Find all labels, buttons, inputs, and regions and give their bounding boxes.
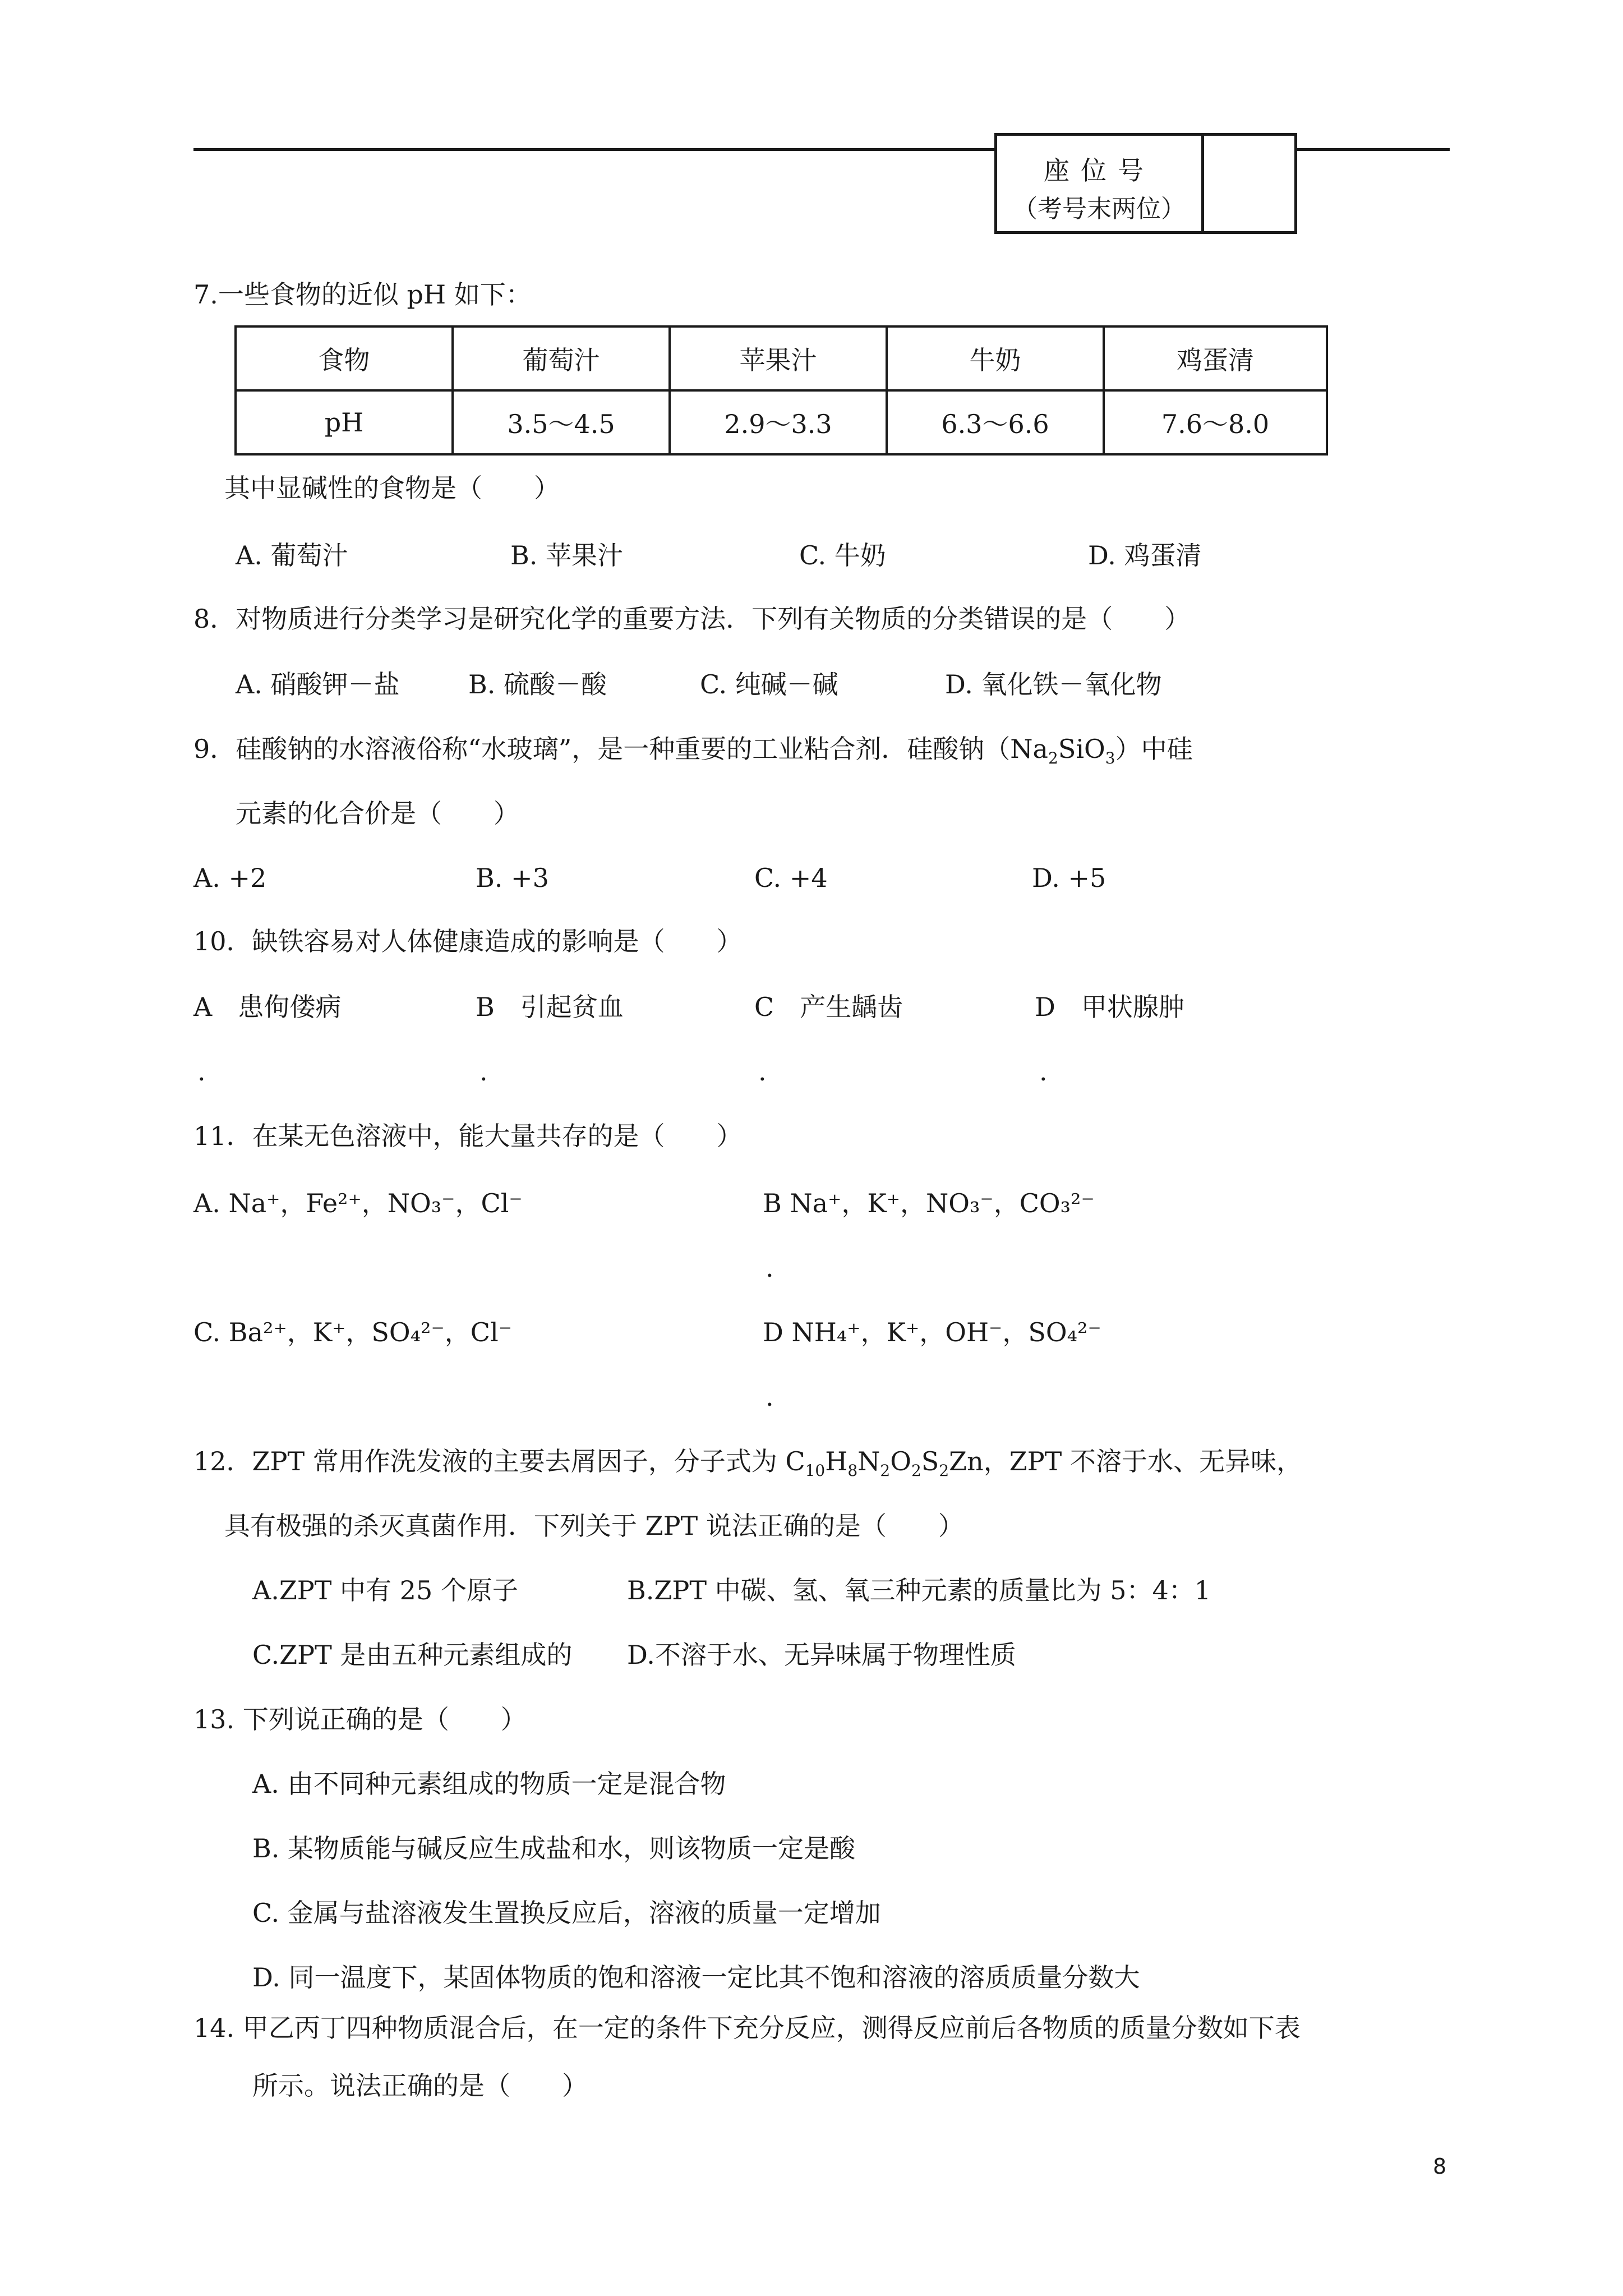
- q7-question: 其中显碱性的食物是（ ）: [224, 473, 560, 503]
- q8-stem: 8．对物质进行分类学习是研究化学的重要方法．下列有关物质的分类错误的是（ ）: [193, 604, 1191, 634]
- ph-table-cell: 食物: [236, 326, 453, 390]
- q10-option-a: A 患佝偻病: [193, 992, 342, 1022]
- q14-stem-line2: 所示。说法正确的是（ ）: [252, 2070, 588, 2101]
- q12-formula-element: H: [825, 1446, 848, 1476]
- page-number: 8: [1433, 2154, 1447, 2179]
- seat-number-note: （考号末两位）: [1013, 195, 1186, 223]
- q10-option-c: C 产生龋齿: [754, 992, 903, 1022]
- q8-option-b: B. 硫酸－酸: [468, 669, 607, 700]
- ph-table-cell: pH: [236, 390, 453, 454]
- q11-option-d: D NH₄⁺，K⁺，OH⁻，SO₄²⁻: [763, 1317, 1101, 1347]
- q8-option-c: C. 纯碱－碱: [700, 669, 838, 700]
- q9-subscript: 2: [1048, 749, 1058, 768]
- q9-stem: [193, 732, 1193, 766]
- q12-option-c: C.ZPT 是由五种元素组成的: [252, 1640, 573, 1670]
- q7-option-c: C. 牛奶: [799, 540, 886, 570]
- q12-stem-text: Zn，ZPT 不溶于水、无异味，: [949, 1446, 1302, 1476]
- q13-option-d: D. 同一温度下，某固体物质的饱和溶液一定比其不饱和溶液的溶质质量分数大: [252, 1962, 1140, 1993]
- q13-stem: 13. 下列说正确的是（ ）: [193, 1704, 527, 1734]
- q10-dot: .: [197, 1056, 206, 1087]
- header-rule-left: [193, 148, 994, 151]
- ph-table-cell: 鸡蛋清: [1104, 326, 1327, 390]
- q9-subscript: 3: [1105, 749, 1115, 768]
- q7-option-a: A. 葡萄汁: [236, 540, 348, 570]
- q11-dot: .: [766, 1382, 774, 1412]
- q12-formula-element: S: [921, 1446, 939, 1476]
- q9-option-a: A. +2: [193, 863, 267, 893]
- q11-dot: .: [766, 1253, 774, 1283]
- q10-dot: .: [479, 1056, 488, 1087]
- q13-option-c: C. 金属与盐溶液发生置换反应后，溶液的质量一定增加: [252, 1898, 881, 1928]
- q12-subscript: 8: [847, 1461, 858, 1480]
- ph-table-cell: 苹果汁: [670, 326, 887, 390]
- q12-option-b: B.ZPT 中碳、氢、氧三种元素的质量比为 5：4：1: [627, 1575, 1211, 1605]
- ph-table-cell: 6.3～6.6: [887, 390, 1104, 454]
- seat-number-label: 座位号: [1044, 155, 1155, 186]
- q7-option-b: B. 苹果汁: [510, 540, 624, 570]
- q9-stem-line2: 元素的化合价是（ ）: [236, 798, 519, 829]
- q13-option-a: A. 由不同种元素组成的物质一定是混合物: [252, 1769, 726, 1799]
- q12-subscript: 2: [939, 1461, 949, 1480]
- q12-option-a: A.ZPT 中有 25 个原子: [252, 1575, 518, 1605]
- q12-subscript: 2: [911, 1461, 921, 1480]
- header-rule-right: [1297, 148, 1450, 151]
- q12-formula-element: O: [890, 1446, 911, 1476]
- q11-option-b: B Na⁺，K⁺，NO₃⁻，CO₃²⁻: [763, 1188, 1095, 1218]
- q11-option-a: A. Na⁺，Fe²⁺，NO₃⁻，Cl⁻: [193, 1188, 523, 1218]
- ph-table-cell: 牛奶: [887, 326, 1104, 390]
- q12-subscript: 10: [805, 1461, 826, 1480]
- q12-formula-element: N: [857, 1446, 880, 1476]
- q9-stem-text: ）中硅: [1115, 734, 1193, 764]
- q10-option-b: B 引起贫血: [476, 992, 624, 1022]
- q13-option-b: B. 某物质能与碱反应生成盐和水，则该物质一定是酸: [252, 1833, 856, 1864]
- ph-table: [234, 325, 1328, 455]
- q10-stem: 10．缺铁容易对人体健康造成的影响是（ ）: [193, 926, 743, 956]
- q8-option-a: A. 硝酸钾－盐: [236, 669, 400, 700]
- q9-option-b: B. +3: [476, 863, 549, 893]
- q11-option-c: C. Ba²⁺，K⁺，SO₄²⁻，Cl⁻: [193, 1317, 512, 1347]
- q8-option-d: D. 氧化铁－氧化物: [945, 669, 1162, 700]
- ph-table-header-row: [236, 326, 1327, 390]
- q12-stem-line2: 具有极强的杀灭真菌作用．下列关于 ZPT 说法正确的是（ ）: [224, 1511, 964, 1541]
- q9-stem-text: SiO: [1058, 734, 1105, 764]
- seat-number-divider: [1201, 133, 1204, 234]
- q14-stem: 14. 甲乙丙丁四种物质混合后，在一定的条件下充分反应，测得反应前后各物质的质量分数如下表: [193, 2013, 1301, 2043]
- q10-dot: .: [758, 1056, 767, 1087]
- ph-table-cell: 7.6～8.0: [1104, 390, 1327, 454]
- ph-table-cell: 3.5～4.5: [453, 390, 670, 454]
- q12-subscript: 2: [880, 1461, 891, 1480]
- q10-dot: .: [1039, 1056, 1048, 1087]
- q12-stem: [193, 1444, 1302, 1478]
- q9-option-c: C. +4: [754, 863, 828, 893]
- q10-option-d: D 甲状腺肿: [1035, 992, 1184, 1022]
- ph-table-value-row: [236, 390, 1327, 454]
- q9-option-d: D. +5: [1032, 863, 1106, 893]
- ph-table-cell: 2.9～3.3: [670, 390, 887, 454]
- q7-stem: 7.一些食物的近似 pH 如下：: [193, 279, 532, 310]
- q7-option-d: D. 鸡蛋清: [1088, 540, 1202, 570]
- q12-option-d: D.不溶于水、无异味属于物理性质: [627, 1640, 1016, 1670]
- ph-table-cell: 葡萄汁: [453, 326, 670, 390]
- q9-stem-text: 9．硅酸钠的水溶液俗称“水玻璃”，是一种重要的工业粘合剂．硅酸钠（Na: [193, 734, 1048, 764]
- q12-stem-text: 12．ZPT 常用作洗发液的主要去屑因子，分子式为 C: [193, 1446, 805, 1476]
- q11-stem: 11．在某无色溶液中，能大量共存的是（ ）: [193, 1121, 743, 1151]
